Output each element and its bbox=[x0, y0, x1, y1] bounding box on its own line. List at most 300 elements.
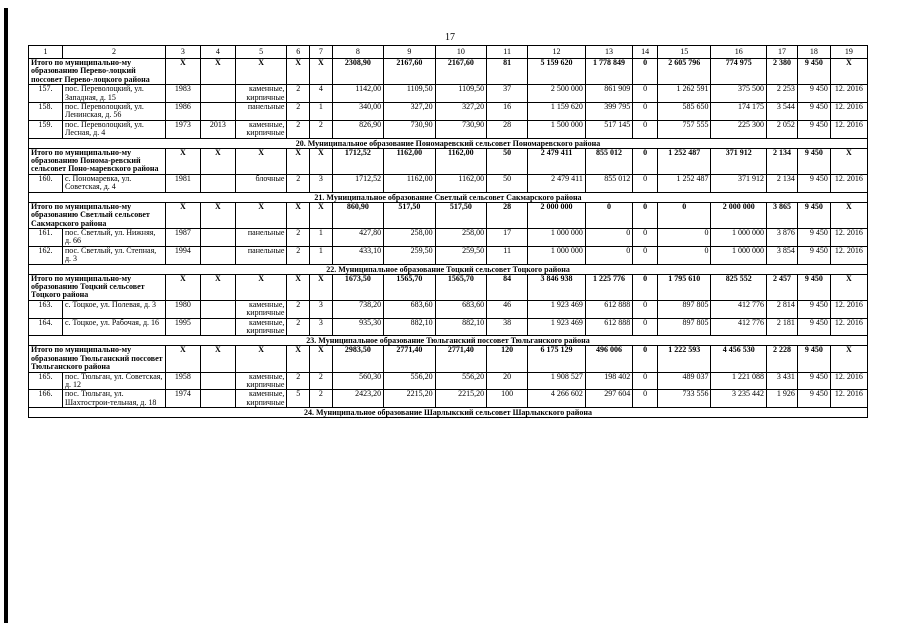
total-row bbox=[29, 274, 868, 300]
row-number-cell: 157. bbox=[29, 85, 63, 103]
table-row bbox=[29, 318, 868, 336]
table-cell bbox=[200, 372, 235, 390]
table-cell: 412 776 bbox=[711, 300, 767, 318]
table-cell: 37 bbox=[487, 85, 528, 103]
table-cell: 1 908 527 bbox=[528, 372, 586, 390]
table-cell: каменные, кирпичные bbox=[235, 120, 286, 138]
total-cell: Х bbox=[310, 346, 333, 372]
table-cell: каменные, кирпичные bbox=[235, 372, 286, 390]
table-cell: 1 500 000 bbox=[528, 120, 586, 138]
table-cell: 560,30 bbox=[332, 372, 383, 390]
column-number-row bbox=[29, 46, 868, 59]
table-cell: 12. 2016 bbox=[830, 228, 867, 246]
table-cell: 855 012 bbox=[585, 174, 632, 192]
row-number-cell: 161. bbox=[29, 228, 63, 246]
table-cell: 3 bbox=[310, 318, 333, 336]
section-row bbox=[29, 336, 868, 346]
table-cell: панельные bbox=[235, 228, 286, 246]
address-cell: пос. Тюльган, ул. Шахтострои-тельная, д. 18 bbox=[62, 390, 165, 408]
total-cell: 1 225 776 bbox=[585, 274, 632, 300]
section-title: 22. Муниципальное образование Тоцкий сельсовет Тоцкого района bbox=[29, 264, 868, 274]
section-title: 21. Муниципальное образование Светлый сельсовет Сакмарского района bbox=[29, 192, 868, 202]
table-cell: 258,00 bbox=[435, 228, 486, 246]
total-cell: 2 134 bbox=[767, 148, 798, 174]
table-cell: 9 450 bbox=[797, 300, 830, 318]
table-cell: 1 262 591 bbox=[657, 85, 711, 103]
column-number-cell: 12 bbox=[528, 46, 586, 59]
table-cell: 2 bbox=[310, 372, 333, 390]
total-cell: 2 380 bbox=[767, 59, 798, 85]
table-row bbox=[29, 228, 868, 246]
table-cell: 1 923 469 bbox=[528, 318, 586, 336]
table-cell: 3 431 bbox=[767, 372, 798, 390]
total-cell: Х bbox=[830, 59, 867, 85]
table-cell: 0 bbox=[633, 318, 658, 336]
table-cell: каменные, кирпичные bbox=[235, 318, 286, 336]
table-cell: 9 450 bbox=[797, 390, 830, 408]
total-cell: Х bbox=[287, 274, 310, 300]
table-cell: 259,50 bbox=[384, 246, 435, 264]
table-cell bbox=[200, 85, 235, 103]
total-row bbox=[29, 148, 868, 174]
table-cell: 1994 bbox=[165, 246, 200, 264]
total-cell: 5 159 620 bbox=[528, 59, 586, 85]
total-cell: Х bbox=[200, 274, 235, 300]
table-cell: 826,90 bbox=[332, 120, 383, 138]
page-number: 17 bbox=[445, 32, 455, 43]
table-cell: 1 159 620 bbox=[528, 103, 586, 121]
table-cell: 12. 2016 bbox=[830, 246, 867, 264]
address-cell: пос. Переволоцкий, ул. Лесная, д. 4 bbox=[62, 120, 165, 138]
table-cell: 327,20 bbox=[435, 103, 486, 121]
total-cell: 9 450 bbox=[797, 148, 830, 174]
table-cell: 2 bbox=[287, 300, 310, 318]
table-cell: 1958 bbox=[165, 372, 200, 390]
table-row bbox=[29, 246, 868, 264]
total-cell: 860,90 bbox=[332, 202, 383, 228]
row-number-cell: 158. bbox=[29, 103, 63, 121]
total-cell: 50 bbox=[487, 148, 528, 174]
table-cell: 882,10 bbox=[384, 318, 435, 336]
total-cell: Х bbox=[200, 346, 235, 372]
table-cell: 0 bbox=[633, 103, 658, 121]
column-number-cell: 8 bbox=[332, 46, 383, 59]
table-cell bbox=[200, 228, 235, 246]
total-name-cell: Итого по муниципально-му образованию Тюльганский поссовет Тюльганского района bbox=[29, 346, 166, 372]
total-cell: 81 bbox=[487, 59, 528, 85]
total-cell: 2771,40 bbox=[384, 346, 435, 372]
table-row bbox=[29, 85, 868, 103]
total-cell: 1 222 593 bbox=[657, 346, 711, 372]
table-cell: 340,00 bbox=[332, 103, 383, 121]
table-cell: 0 bbox=[585, 246, 632, 264]
table-cell: 882,10 bbox=[435, 318, 486, 336]
table-cell: панельные bbox=[235, 103, 286, 121]
table-cell: 1 252 487 bbox=[657, 174, 711, 192]
total-cell: 0 bbox=[633, 59, 658, 85]
table-cell: 0 bbox=[657, 246, 711, 264]
table-cell: 2 bbox=[287, 174, 310, 192]
total-cell: 855 012 bbox=[585, 148, 632, 174]
table-cell: 1142,00 bbox=[332, 85, 383, 103]
table-cell: 1981 bbox=[165, 174, 200, 192]
total-cell: 371 912 bbox=[711, 148, 767, 174]
total-cell: 0 bbox=[633, 202, 658, 228]
total-cell: 1673,50 bbox=[332, 274, 383, 300]
table-cell: 259,50 bbox=[435, 246, 486, 264]
left-margin-bar bbox=[4, 8, 8, 623]
table-cell: 258,00 bbox=[384, 228, 435, 246]
address-cell: с. Тоцкое, ул. Рабочая, д. 16 bbox=[62, 318, 165, 336]
table-cell: 12. 2016 bbox=[830, 103, 867, 121]
column-number-cell: 2 bbox=[62, 46, 165, 59]
total-cell: 0 bbox=[585, 202, 632, 228]
total-cell: Х bbox=[287, 202, 310, 228]
table-cell: 297 604 bbox=[585, 390, 632, 408]
table-cell: 3 bbox=[310, 174, 333, 192]
total-cell: Х bbox=[310, 202, 333, 228]
table-cell: 1109,50 bbox=[435, 85, 486, 103]
table-cell: 612 888 bbox=[585, 318, 632, 336]
table-cell: 0 bbox=[633, 120, 658, 138]
table-cell: 9 450 bbox=[797, 120, 830, 138]
table-cell: 3 854 bbox=[767, 246, 798, 264]
table-cell: 489 037 bbox=[657, 372, 711, 390]
table-cell: 2 181 bbox=[767, 318, 798, 336]
total-cell: 825 552 bbox=[711, 274, 767, 300]
table-cell: 375 500 bbox=[711, 85, 767, 103]
total-cell: Х bbox=[235, 346, 286, 372]
table-cell: 2 479 411 bbox=[528, 174, 586, 192]
column-number-cell: 19 bbox=[830, 46, 867, 59]
table-cell: 12. 2016 bbox=[830, 318, 867, 336]
table-cell: каменные, кирпичные bbox=[235, 300, 286, 318]
table-cell: 12. 2016 bbox=[830, 300, 867, 318]
table-cell: каменные, кирпичные bbox=[235, 390, 286, 408]
table-cell: 1 221 088 bbox=[711, 372, 767, 390]
total-cell: 1 795 610 bbox=[657, 274, 711, 300]
table-cell: 1995 bbox=[165, 318, 200, 336]
table-cell: 1986 bbox=[165, 103, 200, 121]
table-cell: 2 052 bbox=[767, 120, 798, 138]
table-cell: 9 450 bbox=[797, 103, 830, 121]
total-cell: Х bbox=[235, 59, 286, 85]
table-row bbox=[29, 300, 868, 318]
table-cell: 4 266 602 bbox=[528, 390, 586, 408]
table-cell: 28 bbox=[487, 120, 528, 138]
table-cell: 399 795 bbox=[585, 103, 632, 121]
total-cell: 0 bbox=[633, 274, 658, 300]
column-number-cell: 9 bbox=[384, 46, 435, 59]
table-cell: 2 bbox=[287, 85, 310, 103]
row-number-cell: 160. bbox=[29, 174, 63, 192]
table-cell: 1 bbox=[310, 228, 333, 246]
table-cell: 9 450 bbox=[797, 318, 830, 336]
total-cell: Х bbox=[830, 148, 867, 174]
table-cell: 897 805 bbox=[657, 318, 711, 336]
table-cell: 427,80 bbox=[332, 228, 383, 246]
row-number-cell: 163. bbox=[29, 300, 63, 318]
table-cell: 0 bbox=[633, 246, 658, 264]
table-cell: 50 bbox=[487, 174, 528, 192]
total-cell: Х bbox=[830, 274, 867, 300]
column-number-cell: 16 bbox=[711, 46, 767, 59]
table-cell: 3 235 442 bbox=[711, 390, 767, 408]
row-number-cell: 164. bbox=[29, 318, 63, 336]
table-cell: 2 500 000 bbox=[528, 85, 586, 103]
section-row bbox=[29, 138, 868, 148]
total-row bbox=[29, 59, 868, 85]
table-cell: 2215,20 bbox=[435, 390, 486, 408]
table-cell bbox=[200, 246, 235, 264]
table-cell: 17 bbox=[487, 228, 528, 246]
total-cell: 1162,00 bbox=[435, 148, 486, 174]
total-cell: 2167,60 bbox=[384, 59, 435, 85]
table-cell: 12. 2016 bbox=[830, 120, 867, 138]
total-cell: 3 846 938 bbox=[528, 274, 586, 300]
address-cell: пос. Светлый, ул. Степная, д. 3 bbox=[62, 246, 165, 264]
table-cell: 2 bbox=[287, 103, 310, 121]
table-cell: 1 926 bbox=[767, 390, 798, 408]
table-cell: 2 253 bbox=[767, 85, 798, 103]
table-cell: 20 bbox=[487, 372, 528, 390]
column-number-cell: 5 bbox=[235, 46, 286, 59]
table-cell: 1712,52 bbox=[332, 174, 383, 192]
total-name-cell: Итого по муниципально-му образованию Светлый сельсовет Сакмарского района bbox=[29, 202, 166, 228]
table-cell: 9 450 bbox=[797, 372, 830, 390]
address-cell: пос. Переволоцкий, ул. Западная, д. 15 bbox=[62, 85, 165, 103]
table-cell: 0 bbox=[633, 174, 658, 192]
table-cell bbox=[200, 103, 235, 121]
total-cell: 2771,40 bbox=[435, 346, 486, 372]
total-name-cell: Итого по муниципально-му образованию Понома-ревский сельсовет Поно-маревского района bbox=[29, 148, 166, 174]
table-cell: 1973 bbox=[165, 120, 200, 138]
table-cell: 861 909 bbox=[585, 85, 632, 103]
total-cell: Х bbox=[200, 202, 235, 228]
total-cell: 0 bbox=[633, 346, 658, 372]
total-cell: Х bbox=[235, 274, 286, 300]
column-number-cell: 11 bbox=[487, 46, 528, 59]
total-cell: 0 bbox=[633, 148, 658, 174]
table-cell: 733 556 bbox=[657, 390, 711, 408]
table-cell: 2215,20 bbox=[384, 390, 435, 408]
table-cell: 12. 2016 bbox=[830, 174, 867, 192]
table-cell: 9 450 bbox=[797, 85, 830, 103]
total-cell: Х bbox=[310, 59, 333, 85]
table-cell: 1 bbox=[310, 103, 333, 121]
total-cell: 120 bbox=[487, 346, 528, 372]
table-cell: 1987 bbox=[165, 228, 200, 246]
address-cell: с. Пономаревка, ул. Советская, д. 4 bbox=[62, 174, 165, 192]
table-cell: 46 bbox=[487, 300, 528, 318]
table-cell: 0 bbox=[633, 85, 658, 103]
total-cell: 1 778 849 bbox=[585, 59, 632, 85]
column-number-cell: 1 bbox=[29, 46, 63, 59]
table-cell: 1162,00 bbox=[435, 174, 486, 192]
address-cell: с. Тоцкое, ул. Полевая, д. 3 bbox=[62, 300, 165, 318]
column-number-cell: 13 bbox=[585, 46, 632, 59]
table-cell: 16 bbox=[487, 103, 528, 121]
table-cell: 2 bbox=[287, 372, 310, 390]
table-cell: 1983 bbox=[165, 85, 200, 103]
table-cell: 1 000 000 bbox=[711, 246, 767, 264]
table-cell: блочные bbox=[235, 174, 286, 192]
total-cell: 9 450 bbox=[797, 59, 830, 85]
section-row bbox=[29, 264, 868, 274]
table-row bbox=[29, 120, 868, 138]
total-cell: Х bbox=[235, 148, 286, 174]
table-cell: 2 bbox=[310, 390, 333, 408]
table-cell: 2 134 bbox=[767, 174, 798, 192]
table-cell: 0 bbox=[633, 228, 658, 246]
table-cell: 3 876 bbox=[767, 228, 798, 246]
table-cell: 1 bbox=[310, 246, 333, 264]
table-cell: 3 544 bbox=[767, 103, 798, 121]
table-cell: 2423,20 bbox=[332, 390, 383, 408]
total-row bbox=[29, 202, 868, 228]
section-title: 20. Муниципальное образование Пономаревский сельсовет Пономаревского района bbox=[29, 138, 868, 148]
table-cell: 1 923 469 bbox=[528, 300, 586, 318]
total-cell: 1565,70 bbox=[384, 274, 435, 300]
column-number-cell: 14 bbox=[633, 46, 658, 59]
total-cell: 9 450 bbox=[797, 346, 830, 372]
table-cell: 2 bbox=[287, 246, 310, 264]
total-cell: 1565,70 bbox=[435, 274, 486, 300]
table-cell: 371 912 bbox=[711, 174, 767, 192]
table-cell: 738,20 bbox=[332, 300, 383, 318]
table-cell: 0 bbox=[633, 390, 658, 408]
housing-register-table bbox=[28, 45, 868, 418]
table-cell: 3 bbox=[310, 300, 333, 318]
total-cell: 0 bbox=[657, 202, 711, 228]
total-cell: 2167,60 bbox=[435, 59, 486, 85]
column-number-cell: 15 bbox=[657, 46, 711, 59]
table-cell: 12. 2016 bbox=[830, 85, 867, 103]
total-row bbox=[29, 346, 868, 372]
table-cell: 9 450 bbox=[797, 228, 830, 246]
section-title: 23. Муниципальное образование Тюльганский поссовет Тюльганского района bbox=[29, 336, 868, 346]
total-cell: 3 865 bbox=[767, 202, 798, 228]
address-cell: пос. Тюльган, ул. Советская, д. 12 bbox=[62, 372, 165, 390]
total-cell: 2 479 411 bbox=[528, 148, 586, 174]
table-cell: 0 bbox=[633, 300, 658, 318]
total-cell: Х bbox=[165, 346, 200, 372]
table-cell bbox=[200, 300, 235, 318]
total-cell: 517,50 bbox=[435, 202, 486, 228]
table-cell: 11 bbox=[487, 246, 528, 264]
total-cell: 28 bbox=[487, 202, 528, 228]
total-cell: Х bbox=[165, 274, 200, 300]
table-cell: 683,60 bbox=[384, 300, 435, 318]
table-cell: 730,90 bbox=[435, 120, 486, 138]
table-cell: 1 000 000 bbox=[528, 228, 586, 246]
table-cell: 1109,50 bbox=[384, 85, 435, 103]
table-cell: 9 450 bbox=[797, 174, 830, 192]
table-cell: 225 300 bbox=[711, 120, 767, 138]
total-cell: 1712,52 bbox=[332, 148, 383, 174]
row-number-cell: 159. bbox=[29, 120, 63, 138]
table-cell: 2013 bbox=[200, 120, 235, 138]
table-cell: каменные, кирпичные bbox=[235, 85, 286, 103]
table-cell: 2 bbox=[287, 120, 310, 138]
total-cell: 84 bbox=[487, 274, 528, 300]
row-number-cell: 165. bbox=[29, 372, 63, 390]
table-row bbox=[29, 390, 868, 408]
table-cell: 1 000 000 bbox=[528, 246, 586, 264]
total-cell: Х bbox=[287, 346, 310, 372]
table-cell: 4 bbox=[310, 85, 333, 103]
total-cell: 496 006 bbox=[585, 346, 632, 372]
total-cell: 2 000 000 bbox=[528, 202, 586, 228]
table-cell: 5 bbox=[287, 390, 310, 408]
table-cell: 12. 2016 bbox=[830, 390, 867, 408]
table-cell: 1980 bbox=[165, 300, 200, 318]
table-cell: 412 776 bbox=[711, 318, 767, 336]
total-cell: 1 252 487 bbox=[657, 148, 711, 174]
table-cell: 730,90 bbox=[384, 120, 435, 138]
section-title: 24. Муниципальное образование Шарлыкский сельсовет Шарлыкского района bbox=[29, 408, 868, 418]
total-cell: Х bbox=[165, 59, 200, 85]
address-cell: пос. Переволоцкий, ул. Ленинская, д. 56 bbox=[62, 103, 165, 121]
column-number-cell: 18 bbox=[797, 46, 830, 59]
column-number-cell: 7 bbox=[310, 46, 333, 59]
total-cell: 2983,50 bbox=[332, 346, 383, 372]
total-cell: Х bbox=[165, 148, 200, 174]
table-cell: 935,30 bbox=[332, 318, 383, 336]
total-cell: 6 175 129 bbox=[528, 346, 586, 372]
total-cell: Х bbox=[200, 148, 235, 174]
table-cell: 556,20 bbox=[384, 372, 435, 390]
table-cell: 0 bbox=[657, 228, 711, 246]
table-cell: 38 bbox=[487, 318, 528, 336]
row-number-cell: 162. bbox=[29, 246, 63, 264]
total-cell: 4 456 530 bbox=[711, 346, 767, 372]
table-cell: 327,20 bbox=[384, 103, 435, 121]
table-cell bbox=[200, 174, 235, 192]
column-number-cell: 6 bbox=[287, 46, 310, 59]
table-cell: 556,20 bbox=[435, 372, 486, 390]
total-name-cell: Итого по муниципально-му образованию Перево-лоцкий поссовет Перево-лоцкого района bbox=[29, 59, 166, 85]
total-cell: 517,50 bbox=[384, 202, 435, 228]
total-cell: Х bbox=[165, 202, 200, 228]
total-cell: Х bbox=[287, 148, 310, 174]
total-cell: 2 457 bbox=[767, 274, 798, 300]
row-number-cell: 166. bbox=[29, 390, 63, 408]
table-cell: панельные bbox=[235, 246, 286, 264]
table-cell bbox=[200, 318, 235, 336]
total-cell: Х bbox=[830, 346, 867, 372]
table-cell: 2 bbox=[310, 120, 333, 138]
table-cell: 12. 2016 bbox=[830, 372, 867, 390]
total-cell: Х bbox=[310, 148, 333, 174]
total-name-cell: Итого по муниципально-му образованию Тоцкий сельсовет Тоцкого района bbox=[29, 274, 166, 300]
section-row bbox=[29, 408, 868, 418]
column-number-cell: 3 bbox=[165, 46, 200, 59]
table-cell: 0 bbox=[585, 228, 632, 246]
table-cell: 2 814 bbox=[767, 300, 798, 318]
table-cell: 1 000 000 bbox=[711, 228, 767, 246]
table-cell: 198 402 bbox=[585, 372, 632, 390]
table-row bbox=[29, 103, 868, 121]
table-cell: 517 145 bbox=[585, 120, 632, 138]
table-cell: 612 888 bbox=[585, 300, 632, 318]
total-cell: 2 228 bbox=[767, 346, 798, 372]
total-cell: 2308,90 bbox=[332, 59, 383, 85]
table-cell: 2 bbox=[287, 228, 310, 246]
table-row bbox=[29, 174, 868, 192]
table-cell: 2 bbox=[287, 318, 310, 336]
total-cell: 774 975 bbox=[711, 59, 767, 85]
